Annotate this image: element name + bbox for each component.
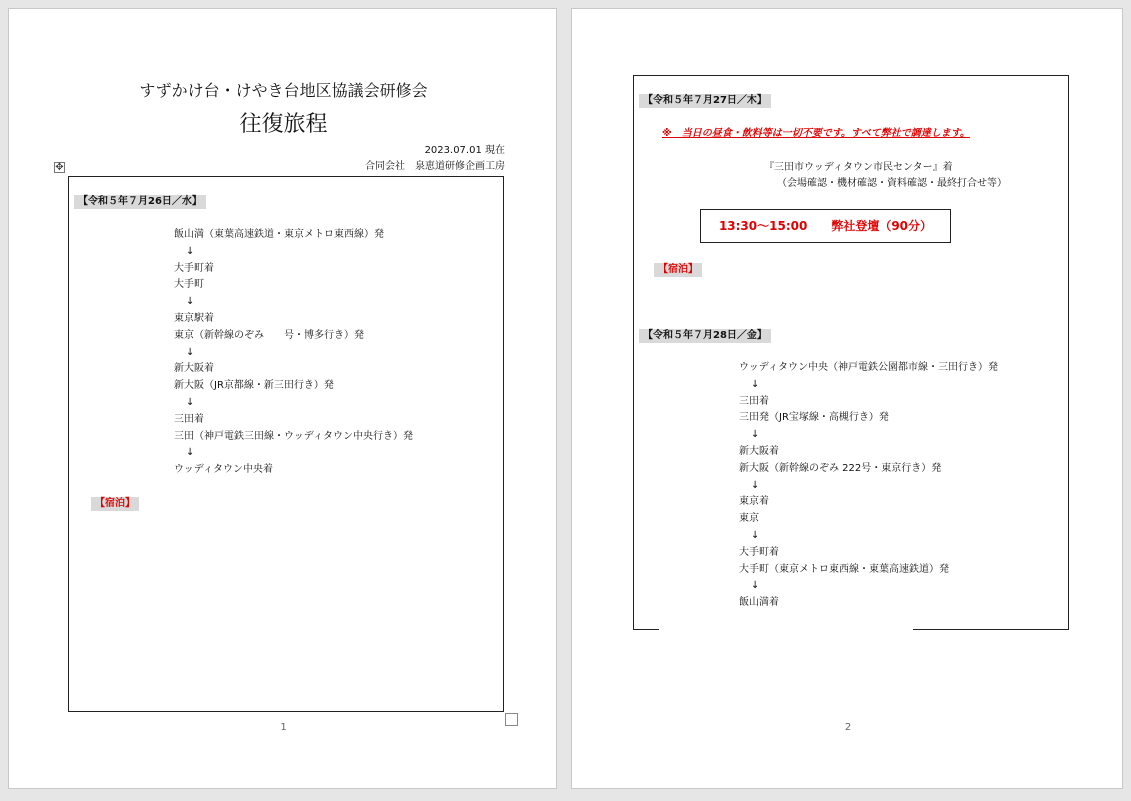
route-step: 飯山満（東葉高速鉄道・東京メトロ東西線）発	[174, 229, 384, 240]
route-step: 新大阪（新幹線のぞみ 222号・東京行き）発	[739, 462, 942, 474]
route-arrow-icon: ↓	[186, 447, 195, 459]
route-step: 大手町着	[174, 262, 214, 274]
day1-header: 【令和５年７月26日／水】	[74, 195, 206, 209]
route-step: ウッディタウン中央（神戸電鉄公園都市線・三田行き）発	[739, 362, 998, 373]
day2-header: 【令和５年７月27日／木】	[639, 94, 771, 108]
route-arrow-icon: ↓	[751, 479, 760, 491]
route-step: 新大阪着	[174, 363, 214, 375]
route-step: 大手町着	[739, 546, 779, 558]
day1-route-list	[174, 229, 413, 481]
route-arrow-icon: ↓	[751, 529, 760, 541]
page-number-1: 1	[280, 722, 287, 733]
table-move-handle-icon[interactable]: ✥	[55, 162, 64, 173]
session-box: 13:30～15:00 弊社登壇（90分）	[700, 209, 951, 243]
page-1	[8, 8, 557, 789]
route-step: 三田発（JR宝塚線・高槻行き）発	[739, 412, 889, 424]
org-title: すずかけ台・けやき台地区協議会研修会	[139, 81, 428, 100]
route-step: 飯山満着	[739, 597, 779, 609]
route-arrow-icon: ↓	[186, 396, 195, 408]
day3-route-list	[739, 362, 998, 614]
route-arrow-icon: ↓	[186, 245, 195, 257]
route-arrow-icon: ↓	[751, 580, 760, 592]
document-title: 往復旅程	[239, 112, 328, 137]
route-step: 大手町（東京メトロ東西線・東葉高速鉄道）発	[739, 563, 949, 575]
venue-tasks: （会場確認・機材確認・資料確認・最終打合せ等）	[777, 178, 1007, 189]
route-step: 東京	[739, 513, 759, 525]
route-step: 東京着	[739, 496, 769, 508]
route-step: ウッディタウン中央着	[174, 464, 273, 476]
route-step: 東京（新幹線のぞみ 号・博多行き）発	[174, 329, 364, 341]
page-bottom-gap	[659, 628, 913, 632]
itinerary-frame-day2-3	[633, 75, 1069, 630]
route-arrow-icon: ↓	[186, 296, 195, 308]
lodging-badge-day2: 【宿泊】	[654, 263, 702, 277]
route-step: 三田（神戸電鉄三田線・ウッディタウン中央行き）発	[174, 430, 413, 442]
page-number-2: 2	[844, 722, 852, 733]
company-name: 合同会社 泉恵道研修企画工房	[365, 161, 505, 172]
route-step: 新大阪（JR京都線・新三田行き）発	[174, 380, 334, 392]
page-2	[571, 8, 1123, 789]
route-step: 大手町	[174, 279, 204, 291]
route-step: 新大阪着	[739, 445, 779, 457]
day3-header: 【令和５年７月28日／金】	[639, 329, 771, 343]
itinerary-frame-day1	[68, 176, 504, 712]
route-step: 三田着	[739, 395, 769, 407]
date-line: 2023.07.01 現在	[424, 145, 505, 156]
venue-arrival: 『三田市ウッディタウン市民センター』着	[764, 162, 953, 173]
lodging-badge-day1: 【宿泊】	[91, 497, 139, 511]
route-step: 東京駅着	[174, 312, 214, 324]
route-arrow-icon: ↓	[751, 429, 760, 441]
route-arrow-icon: ↓	[751, 378, 760, 390]
route-arrow-icon: ↓	[186, 346, 195, 358]
route-step: 三田着	[174, 413, 204, 425]
catering-notice: ※ 当日の昼食・飲料等は一切不要です。すべて弊社で調達します。	[662, 128, 970, 139]
